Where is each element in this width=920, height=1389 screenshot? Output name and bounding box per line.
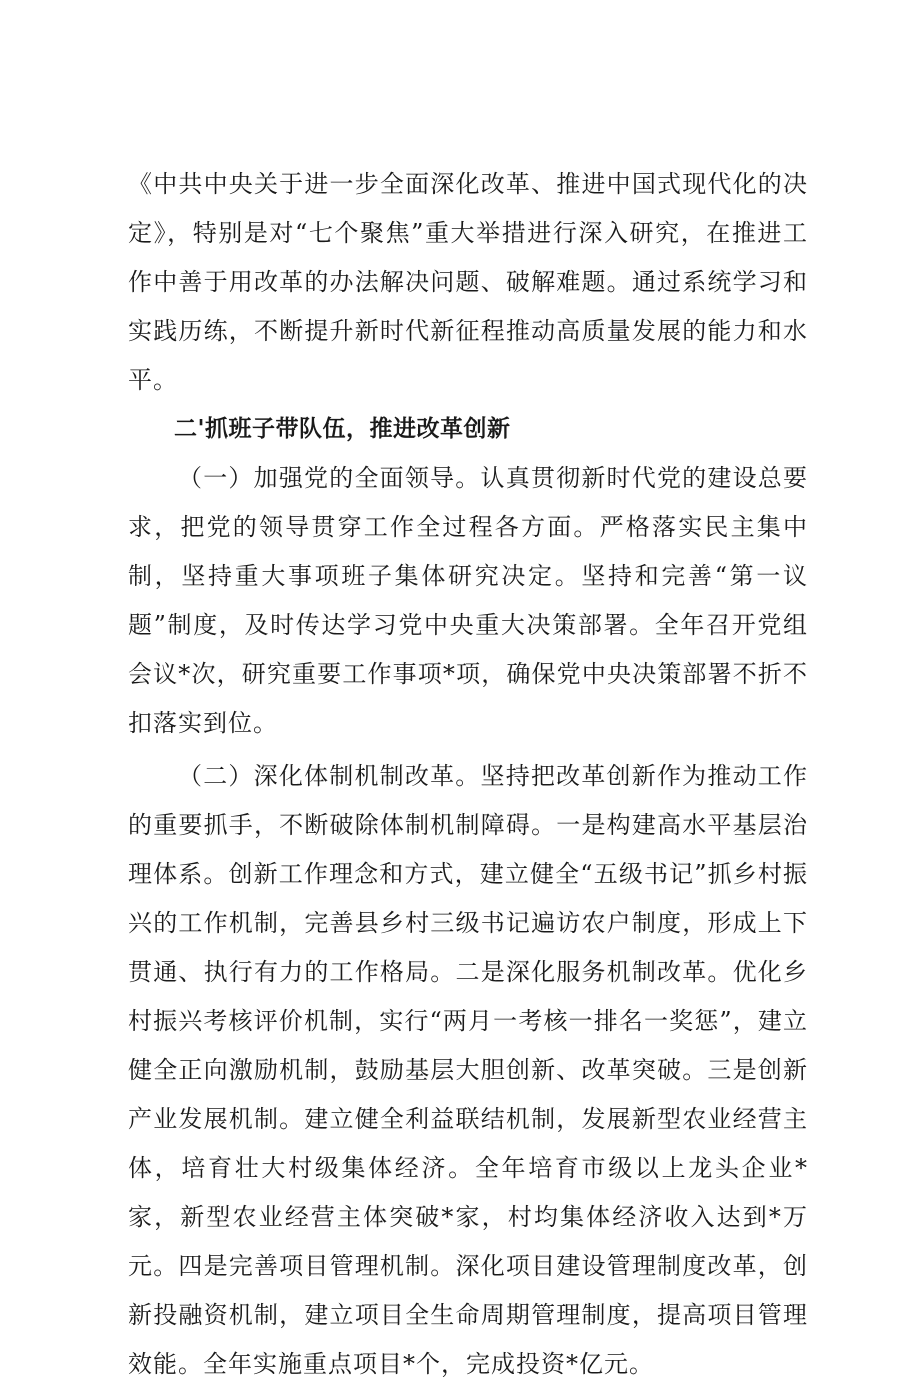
section-heading: 二'抓班子带队伍，推进改革创新 [174, 416, 511, 442]
paragraph-party-leadership: （一）加强党的全面领导。认真贯彻新时代党的建设总要求，把党的领导贯穿工作全过程各方面。严格落实民主集中制，坚持重大事项班子集体研究决定。坚持和完善“第一议题”制度，及时传达学习党中央重大决策部署。全年召开党组会议*次，研究重要工作事项*项，确保党中央决策部署不折不扣落实到位。 [128, 464, 808, 737]
intro-paragraph: 《中共中央关于进一步全面深化改革、推进中国式现代化的决定》，特别是对“七个聚焦”重大举措进行深入研究，在推进工作中善于用改革的办法解决问题、破解难题。通过系统学习和实践历练，不断提升新时代新征程推动高质量发展的能力和水平。 [128, 170, 808, 394]
paragraph-institutional-reform: （二）深化体制机制改革。坚持把改革创新作为推动工作的重要抓手，不断破除体制机制障碍。一是构建高水平基层治理体系。创新工作理念和方式，建立健全“五级书记”抓乡村振兴的工作机制，完善县乡村三级书记遍访农户制度，形成上下贯通、执行有力的工作格局。二是深化服务机制改革。优化乡村振兴考核评价机制，实行“两月一考核一排名一奖惩”，建立健全正向激励机制，鼓励基层大胆创新、改革突破。三是创新产业发展机制。建立健全利益联结机制，发展新型农业经营主体，培育壮大村级集体经济。全年培育市级以上龙头企业*家，新型农业经营主体突破*家，村均集体经济收入达到*万元。四是完善项目管理机制。深化项目建设管理制度改革，创新投融资机制，建立项目全生命周期管理制度，提高项目管理效能。全年实施重点项目*个，完成投资*亿元。 [128, 762, 808, 1378]
document-body [128, 160, 808, 1389]
